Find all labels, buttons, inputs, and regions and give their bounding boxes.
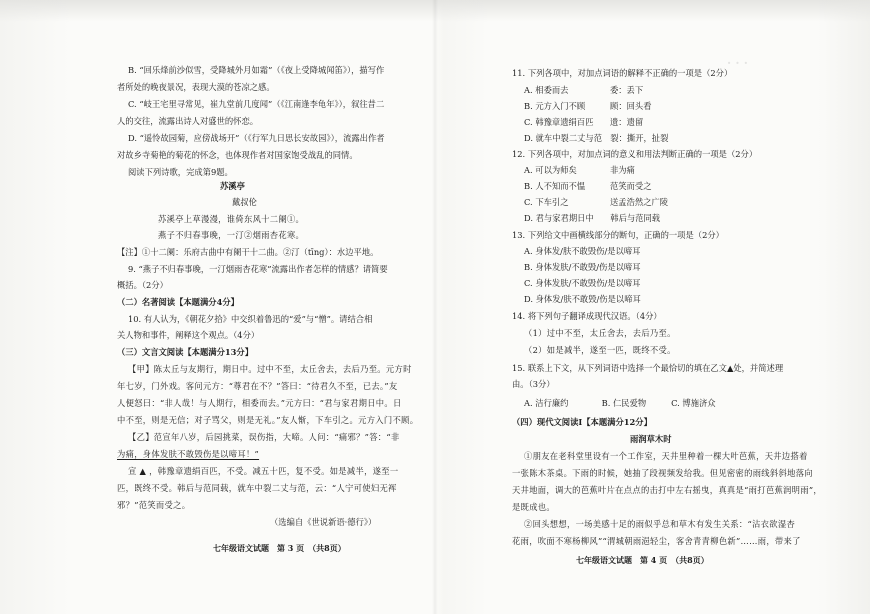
poem-line: 苏溪亭上草漫漫，谁倚东风十二阑①。 <box>158 214 305 224</box>
translate-item: （1）过中不至，太丘舍去，去后乃至。 <box>524 328 676 338</box>
option: B. 人不知而不愠 范笑而受之 <box>524 181 652 191</box>
text-line: C. “岐王宅里寻常见，崔九堂前几度闻”（《江南逢李龟年》），叙往昔二 <box>128 99 385 109</box>
underlined-line: 为痛，身体发肤不敢毁伤是以啼耳！” <box>117 449 260 459</box>
section-heading: （三）文言文阅读【本题满分13分】 <box>117 347 254 357</box>
article-line: ①朋友在老科堂里设有一个工作室，天井里种着一棵大叶芭蕉，天井边搭着 <box>524 451 808 461</box>
option: A. 相委而去 委：丢下 <box>524 85 644 95</box>
text-line: 对故乡寺菊艳的菊花的怀念，也体现作者对国家饱受战乱的同情。 <box>117 150 358 160</box>
page-footer: 七年级语文试题 第 4 页 （共8页） <box>576 555 709 565</box>
article-line: 是既成也。 <box>512 502 555 512</box>
option: D. 身体发/肤不敢毁/伤是以啼耳 <box>524 294 641 304</box>
option-row: A. 洁行廉约 B. 仁民爱物 C. 博施济众 <box>524 398 716 408</box>
text-line: 人的交往，流露出诗人对盛世的怀恋。 <box>117 116 259 126</box>
option: D. 君与家君期日中 韩后与范同载 <box>524 213 661 223</box>
text-line: 概括。（2分） <box>117 280 168 290</box>
text-line: 匹，既终不受。韩后与范同载，就车中裂二丈与范，云：“人宁可使妇无裈 <box>117 483 397 493</box>
option: D. 就车中裂二丈与范 裂：撕开，扯裂 <box>524 133 669 143</box>
text-line: D. “遥怜故园菊，应傍战场开”（《行军九日思长安故园》），流露出作者 <box>128 133 385 143</box>
option: A. 身体发/肤不敢毁伤/是以啼耳 <box>524 246 641 256</box>
text-line: 年七岁，门外戏。客问元方：“尊君在不？”答曰：“待君久不至，已去。”友 <box>117 381 398 391</box>
question-9: 9. “燕子不归春事晚，一汀烟雨杏花寒”流露出作者怎样的情感？请简要 <box>128 264 388 274</box>
text-line: 关人物和事件，阐释这个观点。（4分） <box>117 330 260 340</box>
option: A. 可以为师矣 非为痛 <box>524 165 635 175</box>
question-15: 15. 联系上下文，从下列词语中选择一个最恰切的填在乙文▲处，并简述理 <box>512 363 784 373</box>
option: B. 身体发肤/不敢毁/伤是以啼耳 <box>524 262 641 272</box>
article-line: ②回头想想，一场美感十足的雨似乎总和草木有发生关系：“沾衣欲湿杏 <box>524 519 796 529</box>
article-title: 雨润草木时 <box>630 434 672 444</box>
option: C. 韩豫章遗绢百匹 遗：遗留 <box>524 117 644 127</box>
question-14: 14. 将下列句子翻译成现代汉语。（4分） <box>512 311 662 321</box>
article-line: 天井地面，调大的芭蕉叶片在点点的击打中左右摇曳，真真是“雨打芭蕉润明雨”， <box>512 485 822 495</box>
poem-line: 燕子不归春事晚，一汀②烟雨杏花寒。 <box>158 230 305 240</box>
text-line: 宣 ▲ ，韩豫章遗绢百匹，不受。减五十匹，复不受。如是减半，遂至一 <box>128 466 399 476</box>
page-4 <box>512 0 822 614</box>
poem-author: 戴叔伦 <box>232 197 257 207</box>
page-3 <box>100 0 425 614</box>
passage-jia: 【甲】陈太丘与友期行，期日中。过中不至，太丘舍去，去后乃至。元方时 <box>128 364 412 374</box>
option: C. 身体发肤/不敢毁伤/是以啼耳 <box>524 278 641 288</box>
text-line: 中不至，则是无信；对子骂父，则是无礼。”友人惭，下车引之。元方入门不顾。 <box>117 415 419 425</box>
question-10: 10. 有人认为，《朝花夕拾》中交织着鲁迅的“爱”与“憎”。请结合相 <box>128 314 373 324</box>
poem-title: 苏溪亭 <box>220 181 245 191</box>
bleed-through: · · · <box>727 56 748 70</box>
text-line: 阅读下列诗歌，完成第9题。 <box>128 167 233 177</box>
poem-note: 【注】①十二阑：乐府古曲中有阑干十二曲。②汀（tīng）：水边平地。 <box>117 247 379 257</box>
page-fold <box>432 0 438 614</box>
question-11: 11. 下列各项中，对加点词语的解释不正确的一项是（2分） <box>512 68 733 78</box>
translate-item: （2）如是减半，遂至一匹，既终不受。 <box>524 345 676 355</box>
text-line: 由。（3分） <box>512 379 555 389</box>
text-line: 邪？”范笑而受之。 <box>117 500 191 510</box>
page-footer: 七年级语文试题 第 3 页 （共8页） <box>213 543 346 553</box>
text-line: B. “回乐烽前沙似雪，受降城外月如霜”（《夜上受降城闻笛》），描写作 <box>128 65 385 75</box>
source-note: （选编自《世说新语·德行》） <box>270 517 377 527</box>
article-line: 花雨，吹面不寒杨柳风”“渭城朝雨浥轻尘，客舍青青柳色新”……雨，带来了 <box>512 536 801 546</box>
passage-yi: 【乙】范宣年八岁，后园挑菜，误伤指，大啼。人问：“痛邪？”答：“非 <box>128 432 400 442</box>
article-line: 一张陈木茶桌。下雨的时候，她抽了段视频发给我。但见密密的雨线斜斜地落向 <box>512 468 813 478</box>
option: B. 元方入门不顾 顾：回头看 <box>524 101 652 111</box>
option: C. 下车引之 送孟浩然之广陵 <box>524 197 669 207</box>
question-12: 12. 下列各项中，对加点词的意义和用法判断正确的一项是（2分） <box>512 149 758 159</box>
question-13: 13. 下列给文中画横线部分的断句，正确的一项是（2分） <box>512 230 724 240</box>
section-heading: （二）名著阅读【本题满分4分】 <box>117 297 239 307</box>
text-line: 人便怒曰：“非人哉！与人期行，相委而去。”元方曰：“君与家君期日中。日 <box>117 398 402 408</box>
section-heading: （四）现代文阅读Ⅰ【本题满分12分】 <box>512 417 652 427</box>
text-line: 者所处的晚夜景况，表现大漠的苍凉之感。 <box>117 82 275 92</box>
